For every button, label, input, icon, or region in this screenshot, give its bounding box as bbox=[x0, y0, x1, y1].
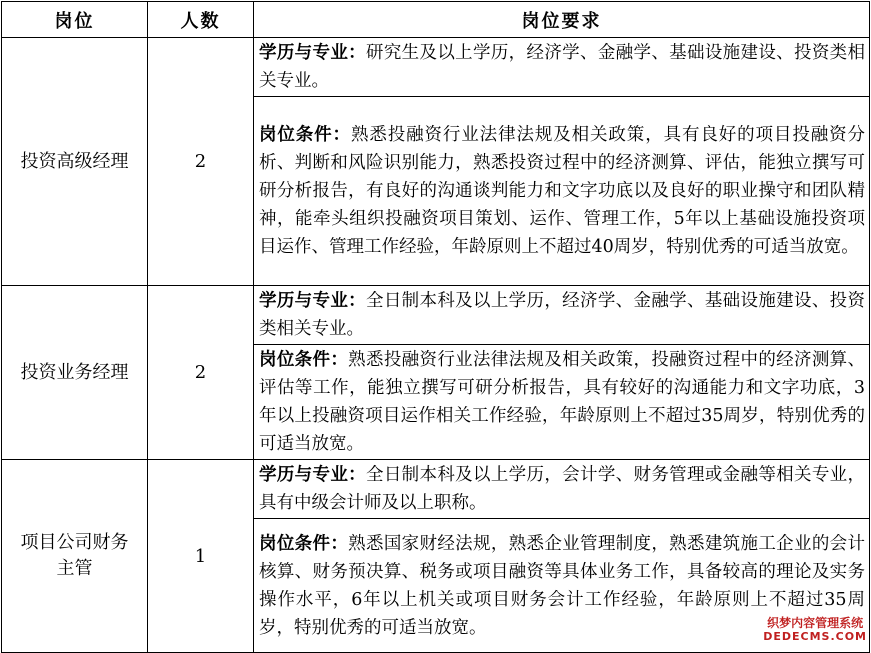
header-count: 人数 bbox=[148, 2, 254, 38]
education-text: 全日制本科及以上学历，会计学、财务管理或金融等相关专业，具有中级会计师及以上职称。 bbox=[259, 465, 865, 513]
conditions-label: 岗位条件： bbox=[259, 125, 351, 145]
post-name: 项目公司财务主管 bbox=[2, 460, 148, 653]
conditions-requirement bbox=[254, 519, 870, 653]
conditions-text: 熟悉投融资行业法律法规及相关政策，具有良好的项目投融资分析、判断和风险识别能力，熟悉投资过程中的经济测算、评估，能独立撰写可研分析报告，有良好的沟通谈判能力和文字功底以及良好的职业操守和团队精神，能牵头组织投融资项目策划、运作、管理工作，5年以上基础设施投资项目运作、管理工作经验，年龄原则上不超过40周岁，特别优秀的可适当放宽。 bbox=[259, 125, 865, 257]
conditions-requirement bbox=[254, 345, 870, 460]
table-row bbox=[2, 286, 870, 345]
conditions-label: 岗位条件： bbox=[259, 350, 349, 370]
header-row bbox=[2, 2, 870, 38]
conditions-requirement bbox=[254, 97, 870, 286]
education-text: 研究生及以上学历，经济学、金融学、基础设施建设、投资类相关专业。 bbox=[259, 43, 865, 91]
education-label: 学历与专业： bbox=[259, 43, 366, 63]
education-requirement bbox=[254, 38, 870, 97]
table-row bbox=[2, 38, 870, 97]
conditions-text: 熟悉国家财经法规，熟悉企业管理制度，熟悉建筑施工企业的会计核算、财务预决算、税务或项目融资等具体业务工作，具备较高的理论及实务操作水平，6年以上机关或项目财务会计工作经验，年龄原则上不超过35周岁，特别优秀的可适当放宽。 bbox=[259, 533, 866, 638]
watermark-line1: 织梦内容管理系统 bbox=[767, 616, 864, 630]
job-requirements-table bbox=[1, 1, 870, 653]
table-row bbox=[2, 460, 870, 519]
education-text: 全日制本科及以上学历，经济学、金融学、基础设施建设、投资类相关专业。 bbox=[259, 291, 865, 339]
education-label: 学历与专业： bbox=[259, 291, 366, 311]
education-requirement bbox=[254, 460, 870, 519]
conditions-label: 岗位条件： bbox=[259, 533, 349, 554]
post-name: 投资业务经理 bbox=[2, 286, 148, 460]
education-requirement bbox=[254, 286, 870, 345]
watermark-line2: DEDECMS.COM bbox=[763, 630, 867, 643]
header-requirements: 岗位要求 bbox=[254, 2, 870, 38]
headcount: 2 bbox=[148, 38, 254, 286]
headcount: 1 bbox=[148, 460, 254, 653]
header-post: 岗位 bbox=[2, 2, 148, 38]
post-name: 投资高级经理 bbox=[2, 38, 148, 286]
conditions-text: 熟悉投融资行业法律法规及相关政策，投融资过程中的经济测算、评估等工作，能独立撰写可研分析报告，具有较好的沟通能力和文字功底，3年以上投融资项目运作相关工作经验，年龄原则上不超过35周岁，特别优秀的可适当放宽。 bbox=[259, 350, 866, 454]
headcount: 2 bbox=[148, 286, 254, 460]
education-label: 学历与专业： bbox=[259, 465, 366, 485]
